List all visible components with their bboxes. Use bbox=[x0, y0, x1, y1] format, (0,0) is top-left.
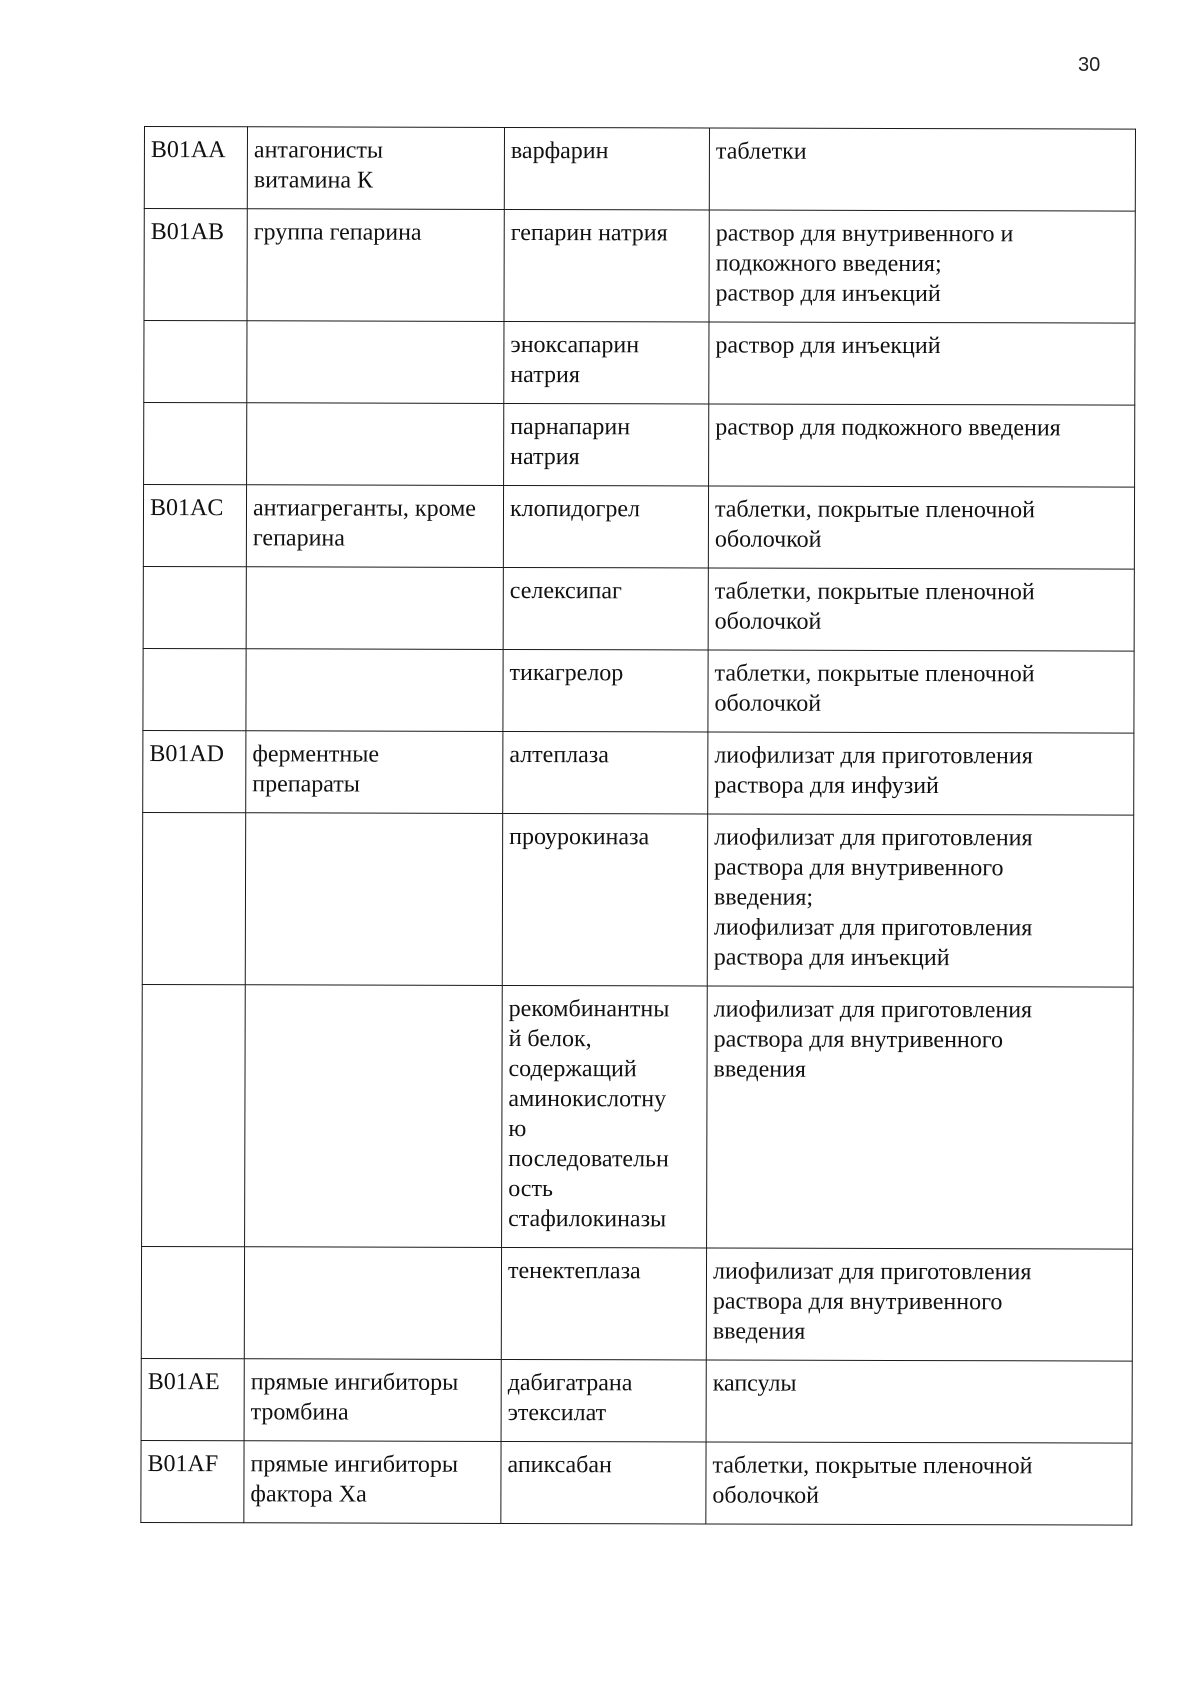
page-number: 30 bbox=[1078, 54, 1101, 76]
cell-atc-code: B01AC bbox=[143, 485, 246, 567]
cell-atc-code: B01AF bbox=[141, 1440, 244, 1522]
table-row bbox=[144, 127, 1135, 212]
cell-dosage-form: таблетки, покрытые пленочной оболочкой bbox=[708, 568, 1134, 651]
cell-dosage-form: таблетки, покрытые пленочной оболочкой bbox=[708, 486, 1134, 569]
cell-dosage-form: таблетки, покрытые пленочной оболочкой bbox=[706, 1442, 1132, 1525]
cell-group-name: антагонисты витамина К bbox=[247, 127, 504, 210]
cell-group-name: группа гепарина bbox=[247, 209, 504, 322]
cell-atc-code: B01AD bbox=[143, 730, 246, 812]
cell-group-name bbox=[245, 813, 502, 986]
cell-drug-name: проурокиназа bbox=[502, 813, 707, 986]
cell-drug-name: эноксапарин натрия bbox=[504, 321, 709, 404]
table-row bbox=[144, 209, 1135, 324]
cell-drug-name: алтеплаза bbox=[503, 731, 708, 814]
cell-atc-code bbox=[142, 812, 245, 984]
cell-atc-code bbox=[143, 648, 246, 730]
drug-table bbox=[140, 126, 1136, 1526]
table-row bbox=[144, 321, 1135, 406]
cell-group-name bbox=[244, 1247, 501, 1360]
table-row bbox=[141, 1358, 1132, 1443]
cell-drug-name: тенектеплаза bbox=[501, 1247, 706, 1360]
table-row bbox=[141, 1246, 1132, 1361]
cell-atc-code: B01AE bbox=[141, 1358, 244, 1440]
cell-dosage-form: лиофилизат для приготовления раствора для внутривенного введения; лиофилизат для приготовления раствора для инъекций bbox=[707, 814, 1133, 987]
cell-dosage-form: капсулы bbox=[706, 1360, 1132, 1443]
cell-group-name bbox=[247, 321, 504, 404]
cell-dosage-form: таблетки bbox=[709, 128, 1135, 211]
cell-drug-name: варфарин bbox=[504, 127, 709, 210]
cell-drug-name: дабигатрана этексилат bbox=[501, 1359, 706, 1442]
cell-group-name: ферментные препараты bbox=[246, 731, 503, 814]
cell-group-name bbox=[246, 567, 503, 650]
cell-group-name: прямые ингибиторы фактора Ха bbox=[244, 1441, 501, 1524]
cell-atc-code bbox=[144, 321, 247, 403]
cell-atc-code bbox=[143, 566, 246, 648]
cell-drug-name: клопидогрел bbox=[503, 485, 708, 568]
cell-dosage-form: лиофилизат для приготовления раствора для инфузий bbox=[708, 732, 1134, 815]
table-row bbox=[143, 566, 1134, 651]
cell-drug-name: селексипаг bbox=[503, 567, 708, 650]
cell-dosage-form: лиофилизат для приготовления раствора для внутривенного введения bbox=[706, 1248, 1132, 1361]
cell-group-name: антиагреганты, кроме гепарина bbox=[246, 485, 503, 568]
cell-dosage-form: раствор для инъекций bbox=[709, 322, 1135, 405]
cell-group-name bbox=[247, 403, 504, 486]
table-row bbox=[143, 648, 1134, 733]
cell-drug-name: парнапарин натрия bbox=[504, 403, 709, 486]
drug-table-body bbox=[141, 127, 1136, 1526]
table-row bbox=[142, 984, 1134, 1249]
cell-group-name bbox=[246, 649, 503, 732]
cell-atc-code bbox=[141, 1246, 244, 1358]
cell-atc-code bbox=[144, 403, 247, 485]
cell-group-name bbox=[245, 985, 503, 1248]
cell-drug-name: тикагрелор bbox=[503, 649, 708, 732]
cell-group-name: прямые ингибиторы тромбина bbox=[244, 1359, 501, 1442]
table-row bbox=[144, 403, 1135, 488]
table-row bbox=[142, 812, 1133, 987]
cell-drug-name: гепарин натрия bbox=[504, 209, 709, 322]
table-row bbox=[143, 485, 1134, 570]
cell-dosage-form: раствор для подкожного введения bbox=[709, 404, 1135, 487]
cell-dosage-form: лиофилизат для приготовления раствора для внутривенного введения bbox=[707, 986, 1134, 1249]
cell-atc-code: B01AA bbox=[144, 127, 247, 209]
table-row bbox=[141, 1440, 1132, 1525]
cell-dosage-form: раствор для внутривенного и подкожного введения; раствор для инъекций bbox=[709, 210, 1135, 323]
table-row bbox=[143, 730, 1134, 815]
cell-dosage-form: таблетки, покрытые пленочной оболочкой bbox=[708, 650, 1134, 733]
cell-atc-code bbox=[142, 984, 246, 1246]
cell-drug-name: рекомбинантны й белок, содержащий аминокислотну ю последовательн ость стафилокиназы bbox=[502, 985, 708, 1248]
cell-drug-name: апиксабан bbox=[501, 1441, 706, 1524]
cell-atc-code: B01AB bbox=[144, 209, 247, 321]
